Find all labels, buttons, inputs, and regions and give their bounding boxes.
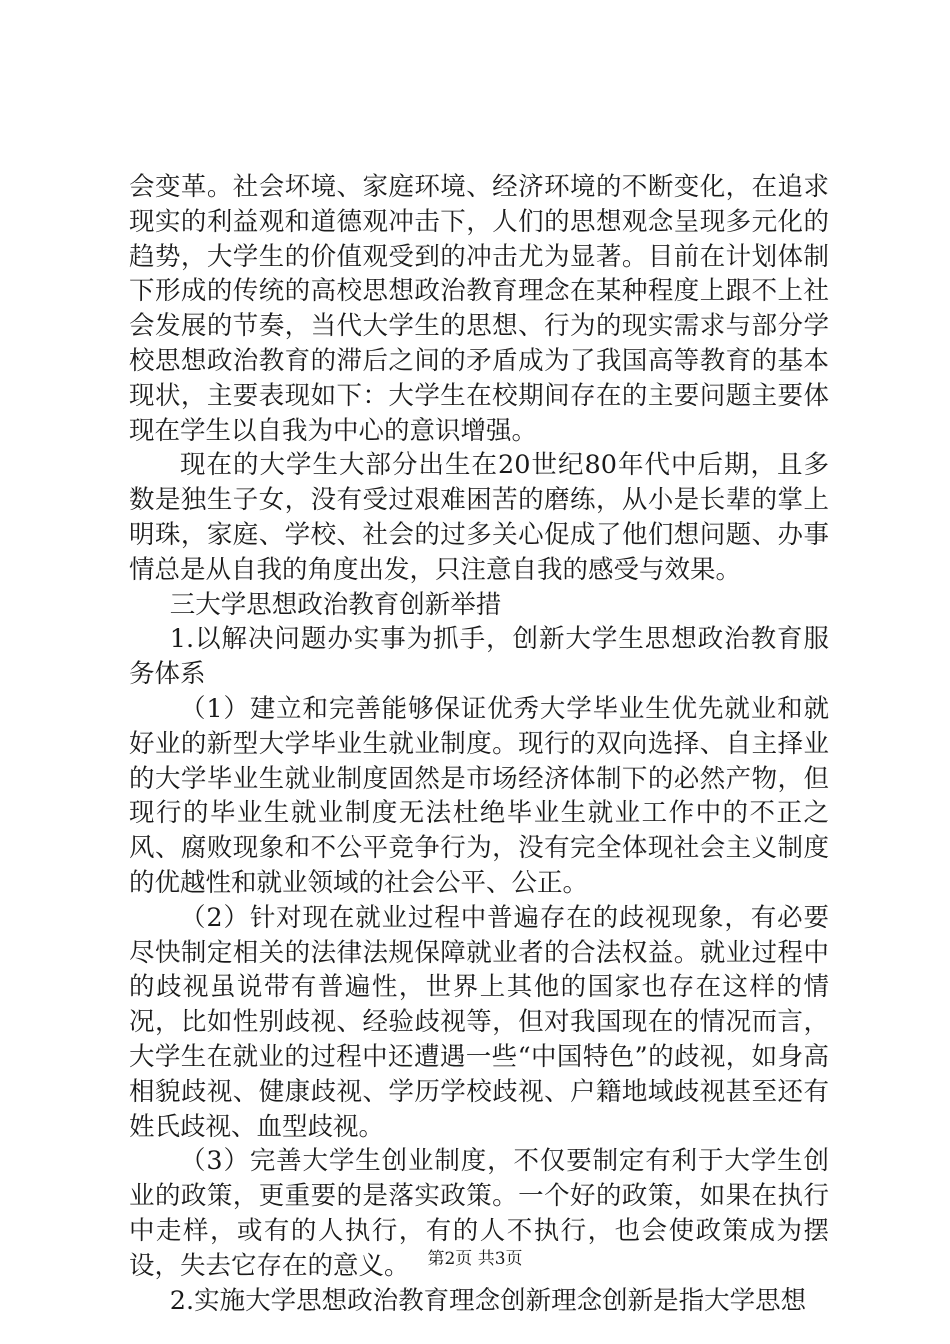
page-footer — [0, 1244, 950, 1269]
subsection-heading-1: 1.以解决问题办实事为抓手，创新大学生思想政治教育服务体系 — [129, 624, 829, 690]
paragraph-continued: 会变革。社会坏境、家庭环境、经济环境的不断变化，在追求现实的利益观和道德观冲击下，人们的思想观念呈现多元化的趋势，大学生的价值观受到的冲击尤为显著。目前在计划体制下形成的传统的高校思想政治教育理念在某种程度上跟不上社会发展的节奏，当代大学生的思想、行为的现实需求与部分学校思想政治教育的滞后之间的矛盾成为了我国高等教育的基本现状，主要表现如下：大学生在校期间存在的主要问题主要体现在学生以自我为中心的意识增强。 — [129, 172, 829, 446]
section-heading: 三大学思想政治教育创新举措 — [169, 589, 502, 620]
page-number-label: 第2页 共3页 — [427, 1249, 523, 1269]
paragraph-item-3: （3）完善大学生创业制度，不仅要制定有利于大学生创业的政策，更重要的是落实政策。一个好的政策，如果在执行中走样，或有的人执行，有的人不执行，也会使政策成为摆设，失去它存在的意义。 — [129, 1146, 829, 1281]
paragraph-item-1: （1）建立和完善能够保证优秀大学毕业生优先就业和就好业的新型大学毕业生就业制度。现行的双向选择、自主择业的大学毕业生就业制度固然是市场经济体制下的必然产物，但现行的毕业生就业制度无法杜绝毕业生就业工作中的不正之风、腐败现象和不公平竞争行为，没有完全体现社会主义制度的优越性和就业领域的社会公平、公正。 — [129, 693, 829, 898]
paragraph-item-2: （2）针对现在就业过程中普遍存在的歧视现象，有必要尽快制定相关的法律法规保障就业者的合法权益。就业过程中的歧视虽说带有普遍性，世界上其他的国家也存在这样的情况，比如性别歧视、经验歧视等，但对我国现在的情况而言，大学生在就业的过程中还遭遇一些“中国特色”的歧视，如身高相貌歧视、健康歧视、学历学校歧视、户籍地域歧视甚至还有姓氏歧视、血型歧视。 — [129, 902, 829, 1142]
subsection-heading-2: 2.实施大学思想政治教育理念创新理念创新是指大学思想 — [169, 1285, 807, 1316]
paragraph-student-background: 现在的大学生大部分出生在20世纪80年代中后期，且多数是独生子女，没有受过艰难困苦的磨练，从小是长辈的掌上明珠，家庭、学校、社会的过多关心促成了他们想问题、办事情总是从自我的角度出发，只注意自我的感受与效果。 — [129, 450, 829, 585]
document-body — [129, 170, 829, 1318]
